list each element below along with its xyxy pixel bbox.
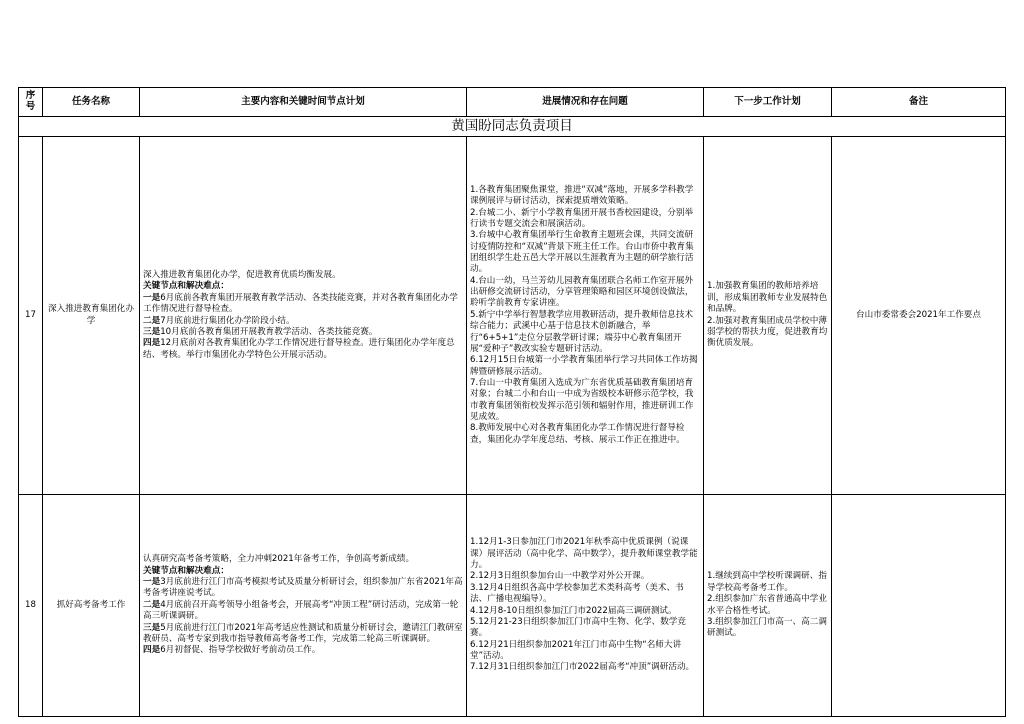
plan-item: 一是3月底前进行江门市高考模拟考试及质量分析研讨会，组织参加广东省2021年高考备考讲座说考试。 — [143, 577, 463, 599]
next-plan-cell — [704, 137, 832, 495]
progress-cell — [467, 495, 704, 717]
header-progress: 进展情况和存在问题 — [467, 88, 704, 117]
progress-item: 4.12月8-10日组织参加江门市2022届高三调研测试。 — [470, 605, 677, 616]
section-row — [19, 117, 1006, 137]
progress-item: 8.教师发展中心对各教育集团化办学工作情况进行督导检查，集团化办学年度总结、考核、展示工作正在推进中。 — [470, 423, 685, 445]
next-item: 3.组织参加江门市高一、高二调研测试。 — [707, 616, 827, 639]
progress-item: 1.各教育集团聚焦课堂，推进“双减”落地，开展多学科教学课例展评与研讨活动，探索提质增效策略。 — [470, 185, 694, 207]
progress-item: 5.12月21-23日组织参加江门市高中生物、化学、数学竞赛。 — [470, 616, 686, 639]
next-item: 2.加强对教育集团成员学校中薄弱学校的帮扶力度，促进教育均衡优质发展。 — [707, 315, 828, 349]
plan-item: 三是10月底前各教育集团开展教育教学活动、各类技能竞赛。 — [143, 326, 378, 337]
task-name: 深入推进教育集团化办学 — [43, 137, 140, 495]
plan-item: 四是12月底前对各教育集团化办学工作情况进行督导检查。进行集团化办学年度总结、考核。举行市集团化办学特色公开展示活动。 — [143, 338, 455, 360]
table-row — [19, 137, 1006, 495]
table-row — [19, 495, 1006, 717]
progress-item: 5.新宁中学举行智慧教学应用教研活动，提升教师信息技术综合能力；武溪中心基于信息技术创新融合，举行“6+5+1”走位分层教学研讨课；端芬中心教育集团开展“爱种子”教改实验专题研讨活动。 — [470, 309, 694, 354]
next-item: 1.继续到高中学校听课调研、指导学校高考备考工作。 — [707, 571, 827, 593]
header-plan: 主要内容和关键时间节点计划 — [140, 88, 467, 117]
progress-item: 7.台山一中教育集团入选成为广东省优质基础教育集团培育对象；台城二小和台山一中成为省级校本研修示范学校，我市教育集团领衔校发挥示范引领和辐射作用，推进研训工作见成效。 — [470, 377, 694, 422]
plan-item: 一是6月底前各教育集团开展教育教学活动、各类技能竞赛，并对各教育集团化办学工作情况进行督导检查。 — [143, 292, 458, 315]
progress-item: 6.12月15日台城第一小学教育集团举行学习共同体工作坊揭牌暨研修展示活动。 — [470, 355, 698, 377]
work-plan-table — [18, 87, 1006, 717]
plan-cell — [140, 495, 467, 717]
progress-cell — [467, 137, 704, 495]
plan-item: 三是5月底前进行江门市2021年高考适应性测试和质量分析研讨会，邀请江门教研室教研员、高考专家到我市指导教师高考备考工作，完成第二轮高三听课调研。 — [143, 622, 463, 644]
plan-intro: 认真研究高考备考策略，全力冲刺2021年备考工作，争创高考新成绩。 — [143, 554, 415, 565]
plan-cell — [140, 137, 467, 495]
plan-key-title: 关键节点和解决难点： — [143, 281, 229, 292]
note-cell: 台山市委常委会2021年工作要点 — [832, 137, 1006, 495]
plan-key-title: 关键节点和解决难点： — [143, 565, 229, 576]
header-note: 备注 — [832, 88, 1006, 117]
progress-item: 2.12月3日组织参加台山一中教学对外公开课。 — [470, 571, 650, 582]
header-next-plan: 下一步工作计划 — [704, 88, 832, 117]
task-name: 抓好高考备考工作 — [43, 495, 140, 717]
next-plan-cell — [704, 495, 832, 717]
progress-item: 2.台城二小、新宁小学教育集团开展书香校园建设，分别举行读书专题交流会和展演活动。 — [470, 207, 694, 230]
header-seq: 序号 — [19, 88, 43, 117]
header-row — [19, 88, 1006, 117]
row-number: 17 — [19, 137, 43, 495]
note-cell — [832, 495, 1006, 717]
next-item: 2.组织参加广东省普通高中学业水平合格性考试。 — [707, 594, 827, 616]
plan-intro: 深入推进教育集团化办学，促进教育优质均衡发展。 — [143, 270, 341, 281]
plan-item: 四是6月初督促、指导学校做好考前动员工作。 — [143, 645, 321, 656]
progress-item: 3.12月4日组织各高中学校参加艺术类科高考（美术、书法、广播电视编导）。 — [470, 582, 684, 605]
header-task-name: 任务名称 — [43, 88, 140, 117]
progress-item: 7.12月31日组织参加江门市2022届高考“冲顶”调研活动。 — [470, 662, 695, 673]
progress-item: 1.12月1-3日参加江门市2021年秋季高中优质课例（说课课）展评活动（高中化学、高中数学），提升教师课堂教学能力。 — [470, 537, 698, 571]
next-item: 1.加强教育集团的教师培养培训，形成集团教师专业发展特色和品牌。 — [707, 281, 828, 315]
plan-item: 二是7月底前进行集团化办学阶段小结。 — [143, 315, 295, 326]
row-number: 18 — [19, 495, 43, 717]
progress-item: 3.台城中心教育集团举行生命教育主题班会课，共同交流研讨疫情防控和“双减”背景下班主任工作。台山市侨中教育集团组织学生赴五邑大学开展以生涯教育为主题的研学旅行活动。 — [470, 230, 694, 275]
section-title: 黄国盼同志负责项目 — [19, 117, 1006, 137]
plan-item: 二是4月底前召开高考领导小组备考会，开展高考“冲顶工程”研讨活动，完成第一轮高三听课调研。 — [143, 599, 459, 622]
progress-item: 4.台山一幼，马兰芳幼儿园教育集团联合名师工作室开展外出研修交流研讨活动，分享管理策略和园区环境创设做法，聆听学前教育专家讲座。 — [470, 275, 694, 309]
progress-item: 6.12月21日组织参加2021年江门市高中生物“名师大讲堂”活动。 — [470, 639, 682, 661]
